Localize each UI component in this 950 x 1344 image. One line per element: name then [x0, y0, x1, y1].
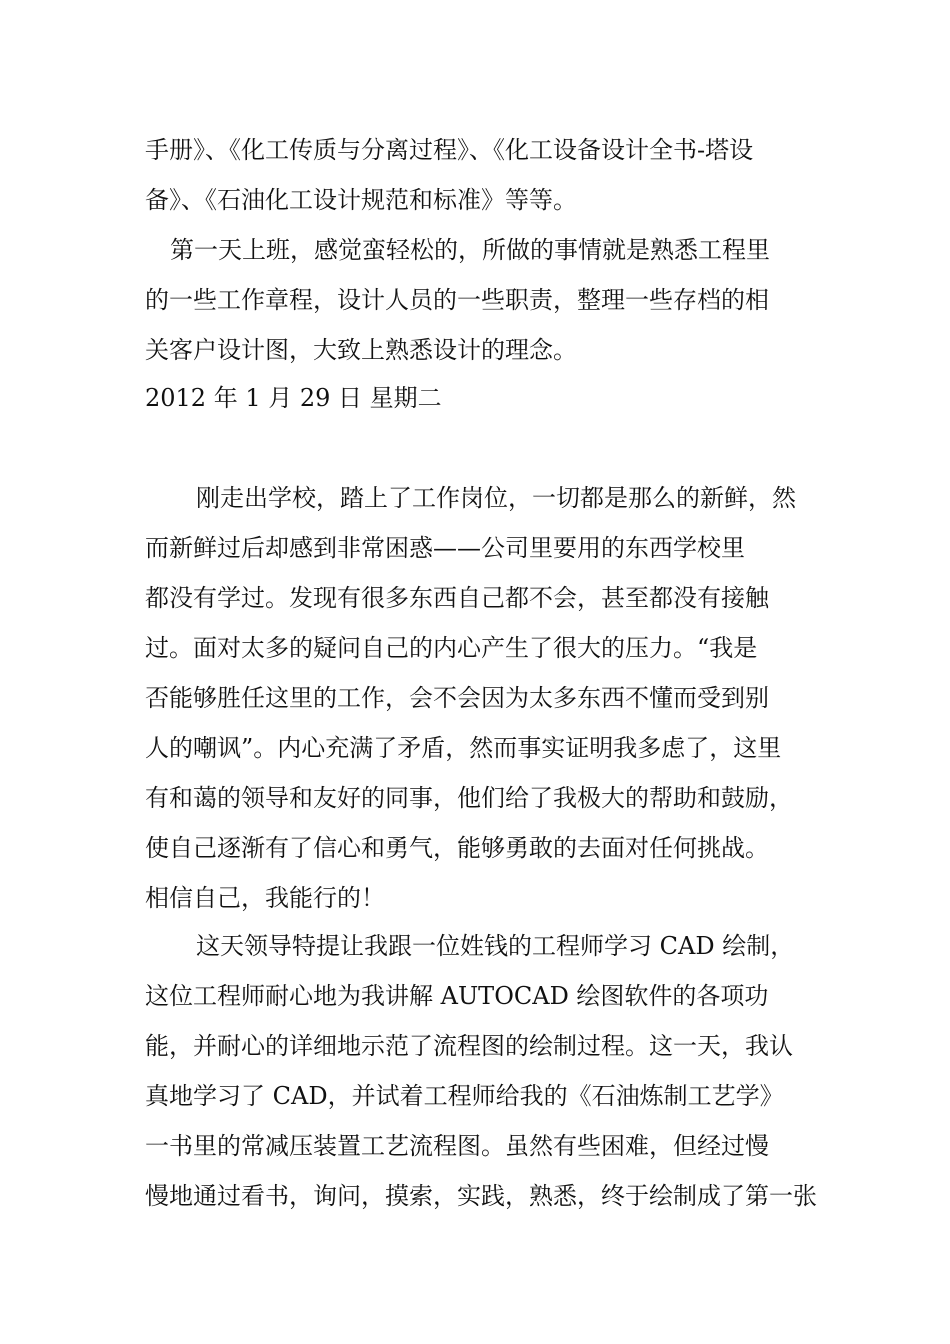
text-line: 手册》、《化工传质与分离过程》、《化工设备设计全书-塔设: [145, 136, 754, 164]
text-line: 过。面对太多的疑问自己的内心产生了很大的压力。“我是: [145, 634, 758, 662]
paragraph-start-line: 这天领导特提让我跟一位姓钱的工程师学习 CAD 绘制，: [196, 932, 795, 960]
text-line: 都没有学过。发现有很多东西自己都不会，甚至都没有接触: [145, 584, 769, 612]
paragraph-start-line: 第一天上班，感觉蛮轻松的，所做的事情就是熟悉工程里: [170, 236, 770, 264]
text-line: 能，并耐心的详细地示范了流程图的绘制过程。这一天，我认: [145, 1032, 793, 1060]
text-line: 关客户设计图，大致上熟悉设计的理念。: [145, 336, 577, 364]
text-line: 使自己逐渐有了信心和勇气，能够勇敢的去面对任何挑战。: [145, 834, 769, 862]
text-line: 备》、《石油化工设计规范和标准》等等。: [145, 186, 577, 214]
text-line: 人的嘲讽”。内心充满了矛盾，然而事实证明我多虑了，这里: [145, 734, 782, 762]
text-line: 慢地通过看书，询问，摸索，实践，熟悉，终于绘制成了第一张: [145, 1182, 817, 1210]
text-line: 否能够胜任这里的工作，会不会因为太多东西不懂而受到别: [145, 684, 769, 712]
text-line: 一书里的常减压装置工艺流程图。虽然有些困难，但经过慢: [145, 1132, 769, 1160]
date-heading: 2012 年 1 月 29 日 星期二: [145, 384, 442, 412]
paragraph-start-line: 刚走出学校，踏上了工作岗位，一切都是那么的新鲜，然: [196, 484, 796, 512]
text-line: 有和蔼的领导和友好的同事，他们给了我极大的帮助和鼓励，: [145, 784, 793, 812]
text-line: 这位工程师耐心地为我讲解 AUTOCAD 绘图软件的各项功: [145, 982, 769, 1010]
text-line: 的一些工作章程，设计人员的一些职责，整理一些存档的相: [145, 286, 769, 314]
text-line: 真地学习了 CAD，并试着工程师给我的《石油炼制工艺学》: [145, 1082, 784, 1110]
text-line: 相信自己，我能行的！: [145, 884, 385, 912]
text-line: 而新鲜过后却感到非常困惑——公司里要用的东西学校里: [145, 534, 745, 562]
